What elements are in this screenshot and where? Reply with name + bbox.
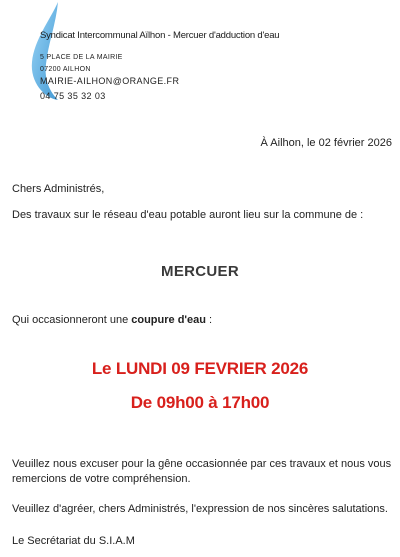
address-street: 5 PLACE DE LA MAIRIE <box>40 54 123 61</box>
greeting: Chers Administrés, <box>12 183 105 195</box>
contact-email: MAIRIE-AILHON@ORANGE.FR <box>40 76 180 86</box>
water-cut-prefix: Qui occasionneront une <box>12 314 132 326</box>
commune-name: MERCUER <box>161 263 239 280</box>
water-cut-label: coupure d'eau <box>131 314 206 326</box>
apology-paragraph: Veuillez nous excuser pour la gêne occasionnée par ces travaux et nous vous remercions de votre compréhension. <box>12 458 392 485</box>
signature: Le Secrétariat du S.I.A.M <box>12 535 135 547</box>
cut-date: Le LUNDI 09 FEVRIER 2026 <box>91 359 309 378</box>
organization-name: Syndicat Intercommunal Aïlhon - Mercuer d'adduction d'eau <box>40 30 280 41</box>
address-city: 07200 AILHON <box>40 66 91 73</box>
contact-phone: 04 75 35 32 03 <box>40 91 106 101</box>
place-and-date: À Ailhon, le 02 février 2026 <box>260 137 392 149</box>
cut-time: De 09h00 à 17h00 <box>130 393 270 412</box>
intro-paragraph: Des travaux sur le réseau d'eau potable auront lieu sur la commune de : <box>12 209 364 221</box>
water-cut-notice <box>12 314 212 326</box>
water-cut-suffix: : <box>206 314 213 326</box>
closing-salutation: Veuillez d'agréer, chers Administrés, l'expression de nos sincères salutations. <box>12 503 388 515</box>
letterhead <box>0 0 400 110</box>
